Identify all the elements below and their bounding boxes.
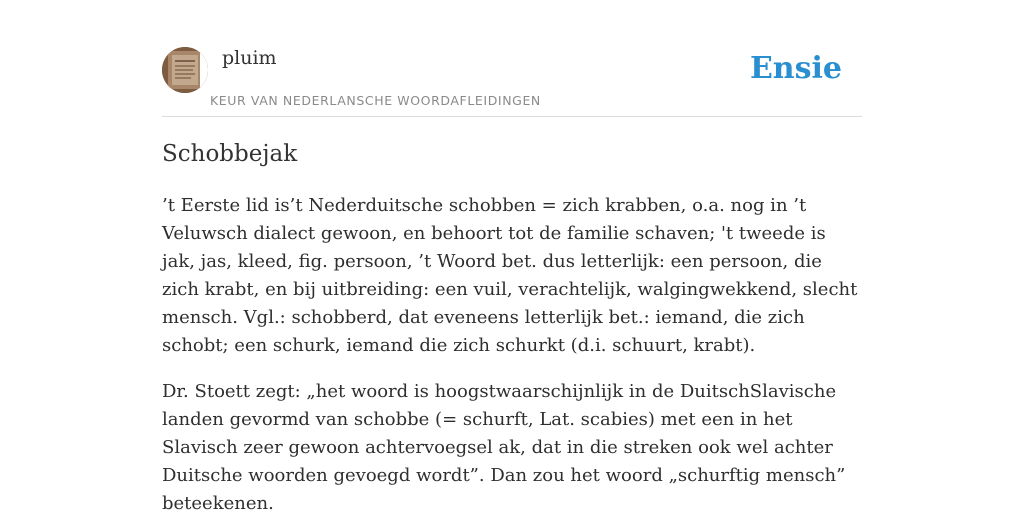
page [162, 0, 862, 512]
page-title: Schobbejak [162, 141, 298, 167]
paragraph: Dr. Stoett zegt: „het woord is hoogstwaarschijnlijk in de DuitschSlavische landen gevormd van schobbe (= schurft, Lat. scabies) met een in het Slavisch zeer gewoon achtervoegsel ak, dat in die streken ook wel achter Duitsche woorden gevoegd wordt”. Dan zou het woord „schurftig mensch” beteekenen. [162, 381, 846, 512]
avatar[interactable] [162, 47, 208, 93]
author-name[interactable]: pluim [222, 47, 277, 69]
article-body [162, 192, 862, 512]
header [162, 0, 862, 117]
source-title[interactable]: KEUR VAN NEDERLANSCHE WOORDAFLEIDINGEN [210, 93, 541, 108]
brand-logo[interactable]: Ensie [749, 51, 842, 86]
paragraph: ’t Eerste lid is’t Nederduitsche schobben = zich krabben, o.a. nog in ’t Veluwsch dialect gewoon, en behoort tot de familie schaven; 't tweede is jak, jas, kleed, fig. persoon, ’t Woord bet. dus letterlijk: een persoon, die zich krabt, en bij uitbreiding: een vuil, verachtelijk, walgingwekkend, slecht mensch. Vgl.: schobberd, dat eveneens letterlijk bet.: iemand, die zich schobt; een schurk, iemand die zich schurkt (d.i. schuurt, krabt). [162, 195, 858, 356]
